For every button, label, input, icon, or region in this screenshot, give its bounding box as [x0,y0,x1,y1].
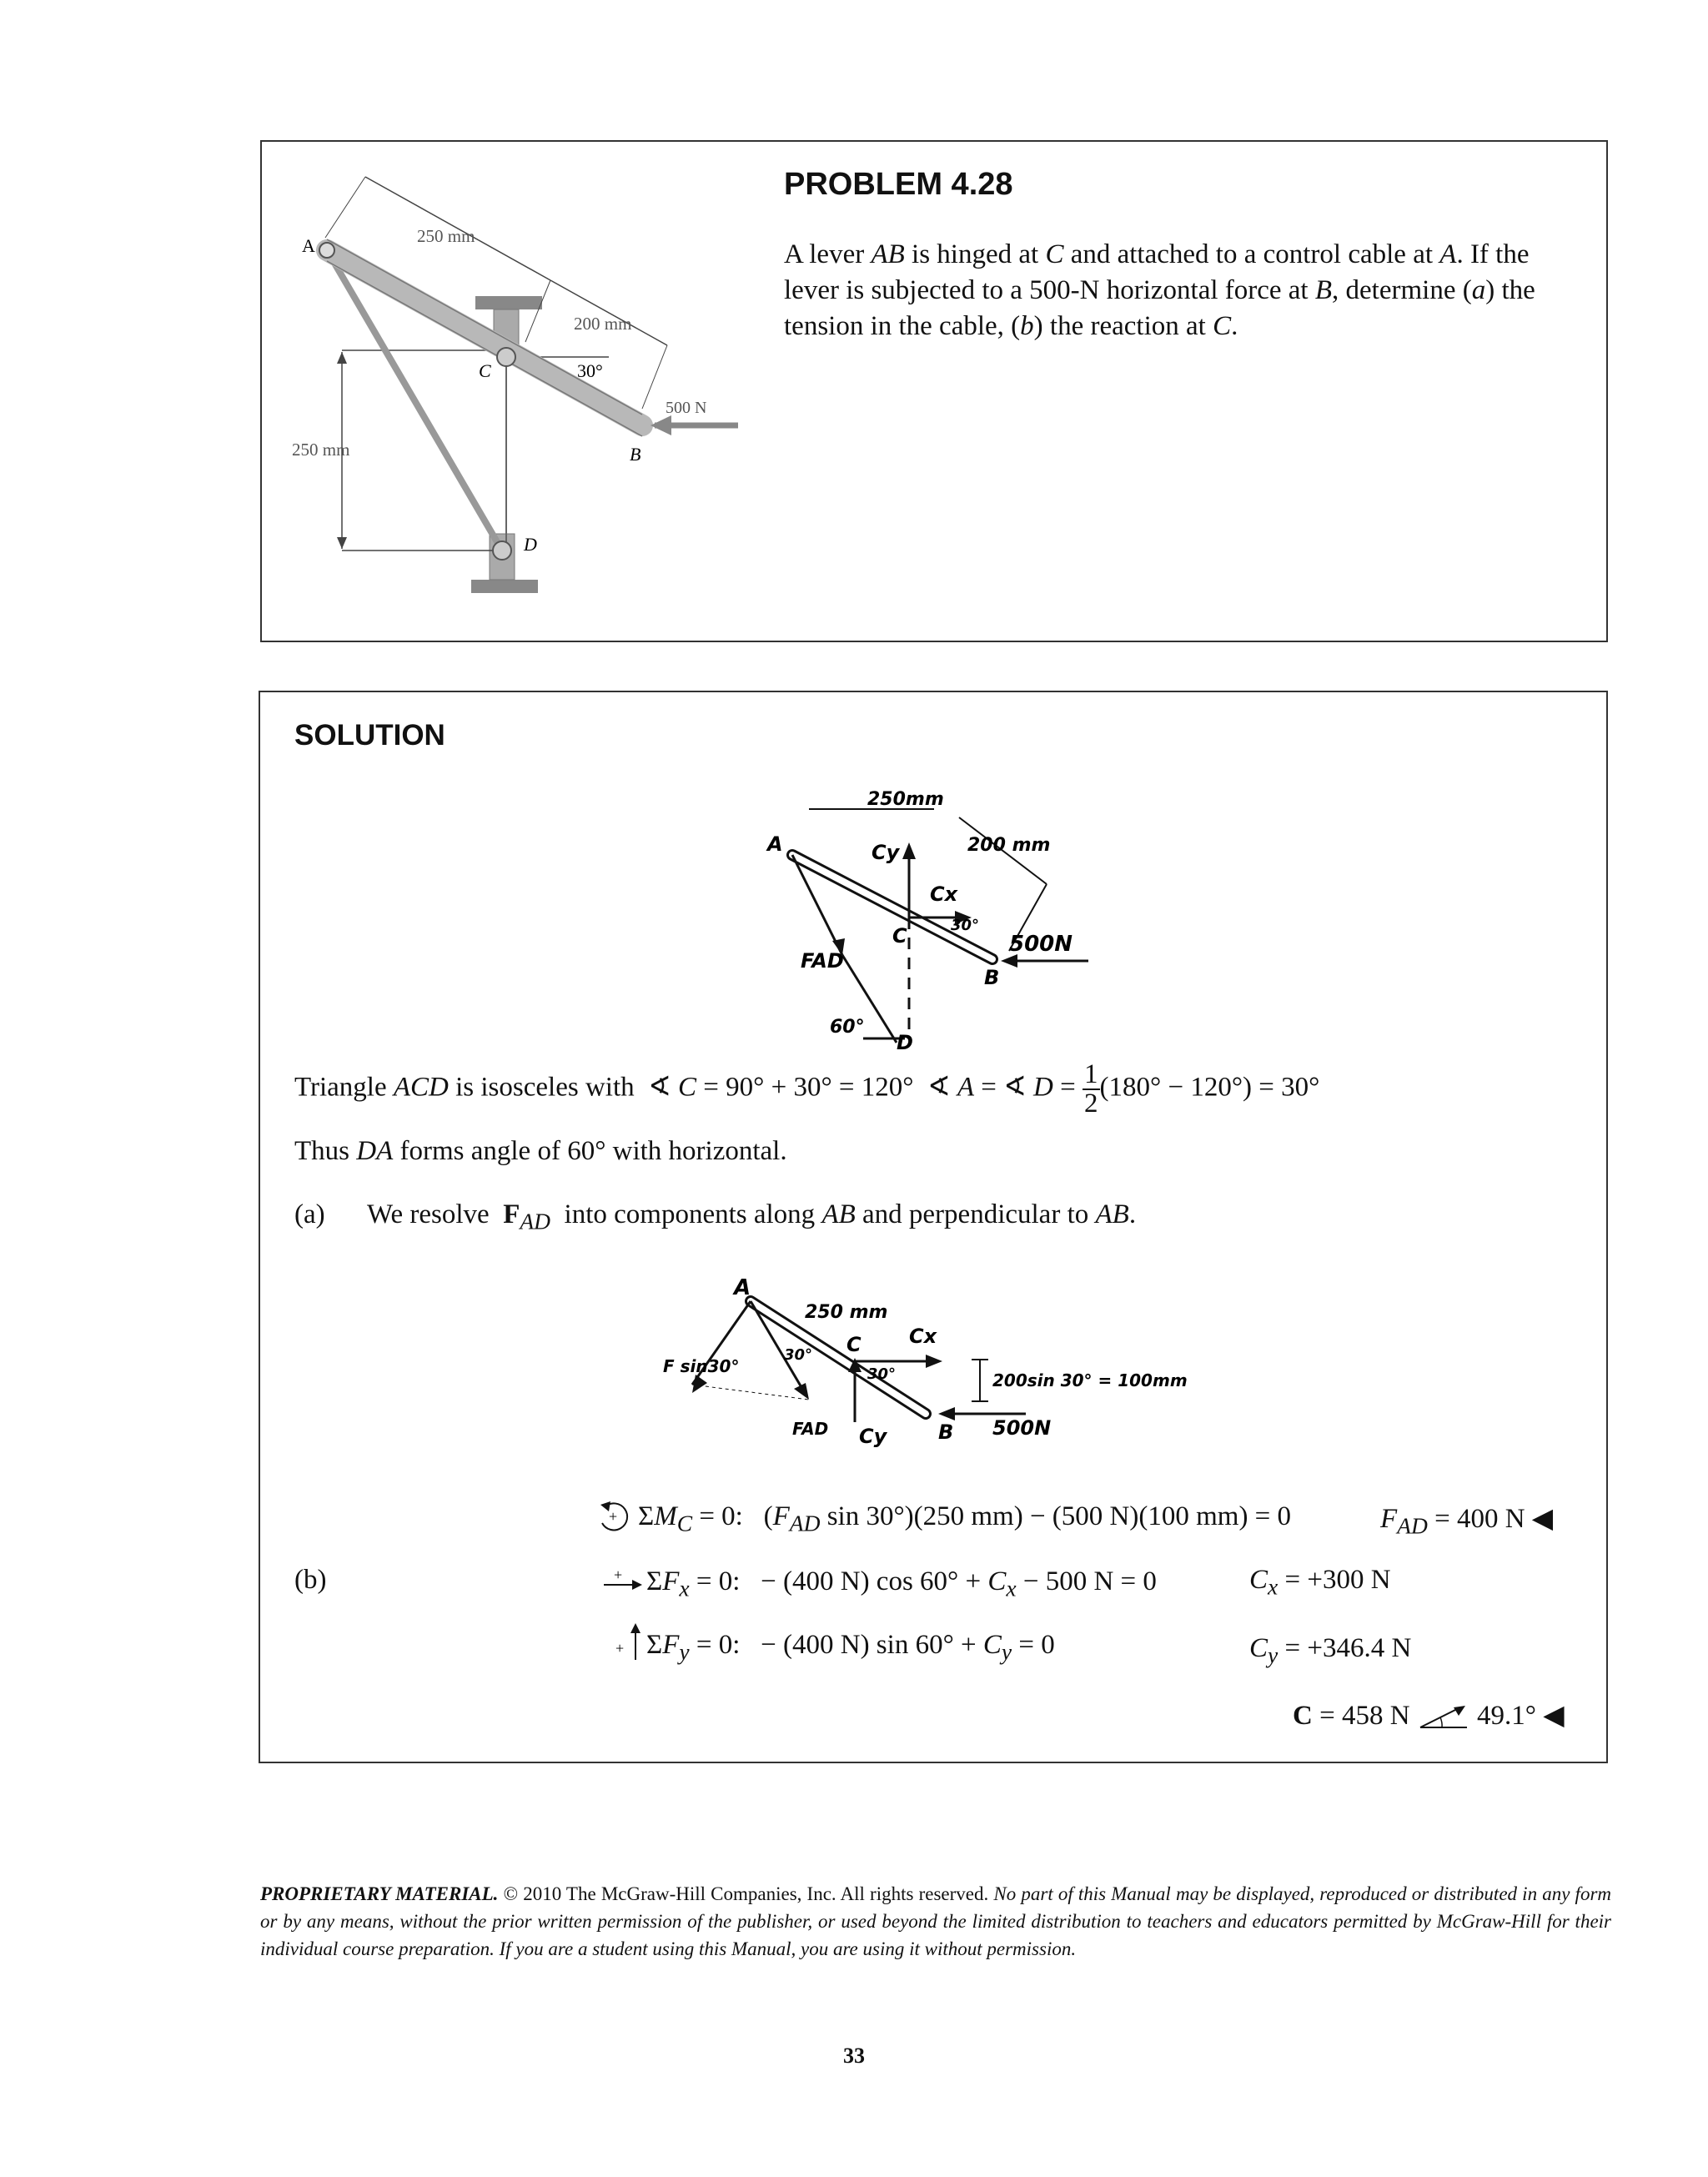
result-fad: $F_{AD} = 400$ N ◀ [1380,1504,1554,1539]
sol1-dim-ac: 250mm [867,789,944,810]
sol1-label-b: B [984,966,1000,989]
part-a-text: We resolve $F_{AD}$ into components along AB and perpendicular to AB. [367,1199,1137,1234]
fig-label-a: A [302,235,315,256]
eq-fx: $\Sigma F_x = 0$: − (400 N) $\cos 60^\circ + C_x - 500$ N = 0 [646,1566,1157,1601]
result-cy: $C_y = +346.4$ N [1249,1633,1412,1668]
problem-figure [275,158,759,626]
eq-fy: $\Sigma F_y = 0$: − (400 N) $\sin 60^\circ + C_y = 0$ [646,1630,1055,1665]
problem-title: PROBLEM 4.28 [784,167,1013,202]
sol1-cy: Cy [872,841,900,864]
fig-label-d: D [524,534,537,555]
sol1-angle60: 60° [830,1017,865,1038]
footer-notice: PROPRIETARY MATERIAL. © 2010 The McGraw-Hill Companies, Inc. All rights reserved. No part of this Manual may be displayed, reproduced or distributed in any form or by any means, without the prior written permission of the publisher, or used beyond the limited distribution to teachers and educators permitted by McGraw-Hill for their individual course preparation. If you are a student using this Manual, you are using it without permission. [260,1883,1612,1959]
bottom-support [471,580,538,593]
sol1-label-c: C [892,924,907,948]
sol2-label-c: C [846,1333,862,1356]
sol2-force: 500N [992,1416,1052,1440]
sol1-fad: FAD [801,949,844,973]
plus-right-arrow-icon [602,1565,644,1598]
triangle-text: Triangle ACD is isosceles with ∢ C = 90° + 30° = 120° ∢ A = ∢ D = [294,1072,1076,1103]
fig-label-b: B [630,444,641,465]
sol1-label-a: A [767,832,783,856]
sol2-label-b: B [938,1420,954,1444]
result-cx: $C_x = +300$ N [1249,1565,1391,1600]
sol2-height: 200sin 30° = 100mm [992,1370,1188,1390]
triangle-line [294,1061,1319,1118]
fig-dim-ac: 250 mm [417,226,475,246]
plus-up-arrow-icon [615,1621,646,1662]
thus-line: Thus DA forms angle of 60° with horizontal. [294,1136,787,1166]
triangle-tail: (180° − 120°) = 30° [1099,1072,1320,1103]
sol2-dim: 250 mm [805,1302,888,1323]
sol1-dim-cb: 200 mm [967,835,1051,856]
solution-title: SOLUTION [294,719,445,752]
sol2-label-a: A [734,1275,751,1300]
sol1-angle: 30° [951,917,980,934]
solution-figure-1 [759,784,1126,1059]
svg-text:+: + [615,1640,625,1657]
eq-moment: $\Sigma M_C = 0$: ($F_{AD}$ sin 30°)(250 mm) − (500 N)(100 mm) = 0 [638,1501,1292,1536]
top-support [475,296,542,309]
fraction-half: $\frac{1}{2}$ [1084,1059,1098,1119]
sol2-cy: Cy [859,1425,887,1448]
fig-dim-cb: 200 mm [574,314,632,334]
sol1-cx: Cx [930,882,958,906]
end-marker-a: ◀ [1531,1504,1554,1534]
final-result: C = 458 N 49.1° ◀ [1293,1701,1565,1731]
fig-force: 500 N [666,399,707,417]
end-marker-b: ◀ [1543,1701,1565,1731]
fig-angle: 30° [577,360,603,381]
part-a-label: (a) [294,1199,325,1229]
sol2-fad: FAD [792,1419,829,1439]
sol1-label-d: D [897,1031,913,1054]
angle-direction-icon [1417,1704,1470,1731]
solution-figure-2 [659,1268,1226,1476]
page-number: 33 [843,2044,865,2068]
fig-dim-vertical: 250 mm [292,440,350,460]
svg-text:+: + [614,1566,623,1583]
sol2-cx: Cx [909,1325,937,1348]
problem-statement: A lever AB is hinged at C and attached to a control cable at A. If the lever is subjected to a 500-N horizontal force at B, determine (a) the tension in the cable, (b) the reaction at C. [784,239,1535,341]
sol2-angle-a: 30° [784,1346,813,1364]
sol2-angle-b: 30° [867,1365,897,1383]
part-b-label: (b) [294,1565,327,1595]
fig-label-c: C [479,360,491,381]
ccw-moment-icon [594,1498,635,1533]
sol1-force: 500N [1009,932,1073,957]
svg-text:+: + [609,1508,618,1525]
sol2-fsin: F sin30° [663,1356,740,1376]
